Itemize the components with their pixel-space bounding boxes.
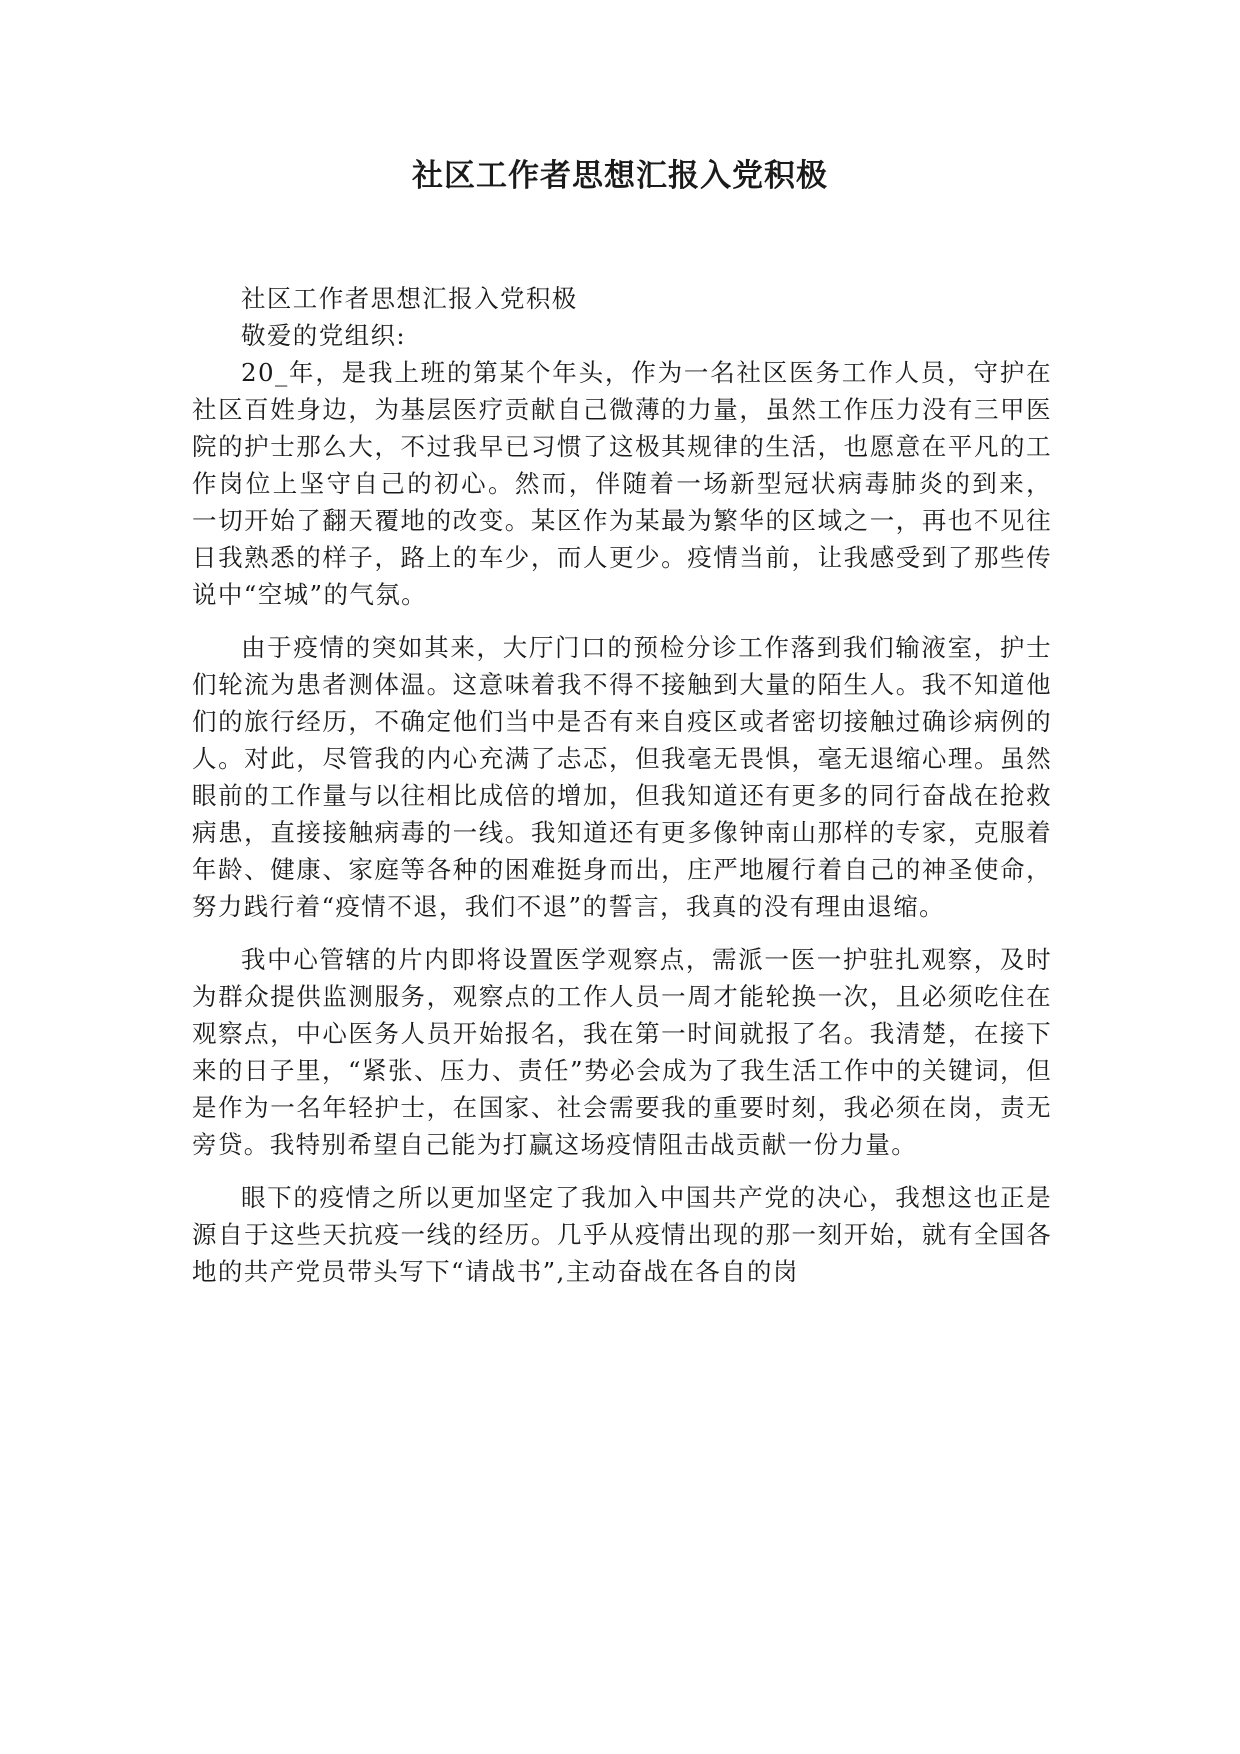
document-body [192, 280, 1052, 1290]
body-paragraph-4: 眼下的疫情之所以更加坚定了我加入中国共产党的决心，我想这也正是源自于这些天抗疫一线的经历。几乎从疫情出现的那一刻开始，就有全国各地的共产党员带头写下“请战书”,主动奋战在各自的岗 [192, 1183, 1052, 1286]
document-title: 社区工作者思想汇报入党积极 [412, 158, 828, 194]
body-paragraph-1: 20_年，是我上班的第某个年头，作为一名社区医务工作人员，守护在社区百姓身边，为基层医疗贡献自己微薄的力量，虽然工作压力没有三甲医院的护士那么大，不过我早已习惯了这极其规律的生活，也愿意在平凡的工作岗位上坚守自己的初心。然而，伴随着一场新型冠状病毒肺炎的到来， 一切开始了翻天覆地的改变。某区作为某最为繁华的区域之一，再也不见往日我熟悉的样子，路上的车少，而人更少。疫情当前，让我感受到了那些传说中“空城”的气氛。 [192, 358, 1052, 609]
body-paragraph-3: 我中心管辖的片内即将设置医学观察点，需派一医一护驻扎观察，及时为群众提供监测服务，观察点的工作人员一周才能轮换一次，且必须吃住在观察点，中心医务人员开始报名，我在第一时间就报了名。我清楚，在接下来的日子里，“紧张、压力、责任”势必会成为了我生活工作中的关键词，但是作为一名年轻护士，在国家、社会需要我的重要时刻，我必须在岗，责无旁贷。我特别希望自己能为打赢这场疫情阻击战贡献一份力量。 [192, 945, 1052, 1159]
salutation: 敬爱的党组织: [241, 321, 407, 350]
document-subtitle: 社区工作者思想汇报入党积极 [241, 284, 578, 313]
body-paragraph-2: 由于疫情的突如其来，大厅门口的预检分诊工作落到我们输液室，护士们轮流为患者测体温。这意味着我不得不接触到大量的陌生人。我不知道他们的旅行经历，不确定他们当中是否有来自疫区或者密切接触过确诊病例的人。对此，尽管我的内心充满了忐忑，但我毫无畏惧，毫无退缩心理。虽然眼前的工作量与以往相比成倍的增加，但我知道还有更多的同行奋战在抢救病患，直接接触病毒的一线。我知道还有更多像钟南山那样的专家，克服着年龄、健康、家庭等各种的困难挺身而出，庄严地履行着自己的神圣使命，努力践行着“疫情不退，我们不退”的誓言，我真的没有理由退缩。 [192, 633, 1052, 921]
